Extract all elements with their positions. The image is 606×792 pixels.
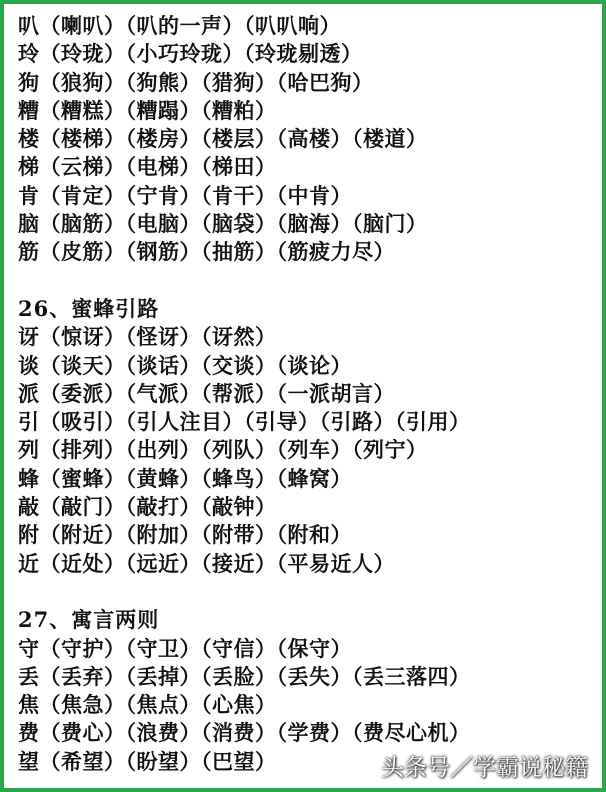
vocab-line: 玲（玲珑）（小巧玲珑）（玲珑剔透） [18, 41, 363, 67]
section-spacer [18, 267, 594, 295]
vocab-line: 梯（云梯）（电梯）（梯田） [18, 154, 277, 180]
vocab-line: 近（近处）（远近）（接近）（平易近人） [18, 550, 395, 576]
vocabulary-list [18, 12, 594, 776]
vocab-line: 筋（皮筋）（钢筋）（抽筋）（筋疲力尽） [18, 239, 395, 265]
vocab-line: 望（希望）（盼望）（巴望） [18, 748, 277, 774]
vocab-line: 丢（丢弃）（丢掉）（丢脸）（丢失）（丢三落四） [18, 663, 471, 689]
vocab-line: 讶（惊讶）（怪讶）（讶然） [18, 324, 277, 350]
vocab-line: 守（守护）（守卫）（守信）（保守） [18, 635, 352, 661]
vocab-line: 敲（敲门）（敲打）（敲钟） [18, 494, 277, 520]
vocab-line: 楼（楼梯）（楼房）（楼层）（高楼）（楼道） [18, 126, 428, 152]
vocab-line: 列（排列）（出列）（列队）（列车）（列宁） [18, 437, 428, 463]
lesson-27-heading: 27、寓言两则 [18, 607, 160, 633]
vocab-line: 叭（喇叭）（叭的一声）（叭叭响） [18, 13, 341, 38]
vocab-line: 费（费心）（浪费）（消费）（学费）（费尽心机） [18, 720, 471, 746]
vocab-line: 引（吸引）（引人注目）（引导）（引路）（引用） [18, 409, 471, 435]
vocab-line: 焦（焦急）（焦点）（心焦） [18, 692, 277, 718]
vocab-line: 肯（肯定）（宁肯）（肯干）（中肯） [18, 182, 352, 208]
vocab-line: 狗（狼狗）（狗熊）（猎狗）（哈巴狗） [18, 69, 374, 95]
vocab-line: 派（委派）（气派）（帮派）（一派胡言） [18, 380, 395, 406]
vocab-line: 脑（脑筋）（电脑）（脑袋）（脑海）（脑门） [18, 211, 428, 237]
vocab-line: 糟（糟糕）（糟蹋）（糟粕） [18, 97, 277, 123]
vocab-line: 附（附近）（附加）（附带）（附和） [18, 522, 352, 548]
watermark: 头条号／学霸说秘籍 [381, 755, 588, 781]
vocab-line: 谈（谈天）（谈话）（交谈）（谈论） [18, 352, 352, 378]
section-spacer [18, 578, 594, 606]
lesson-26-heading: 26、蜜蜂引路 [18, 295, 160, 321]
vocab-line: 蜂（蜜蜂）（黄蜂）（蜂鸟）（蜂窝） [18, 465, 352, 491]
